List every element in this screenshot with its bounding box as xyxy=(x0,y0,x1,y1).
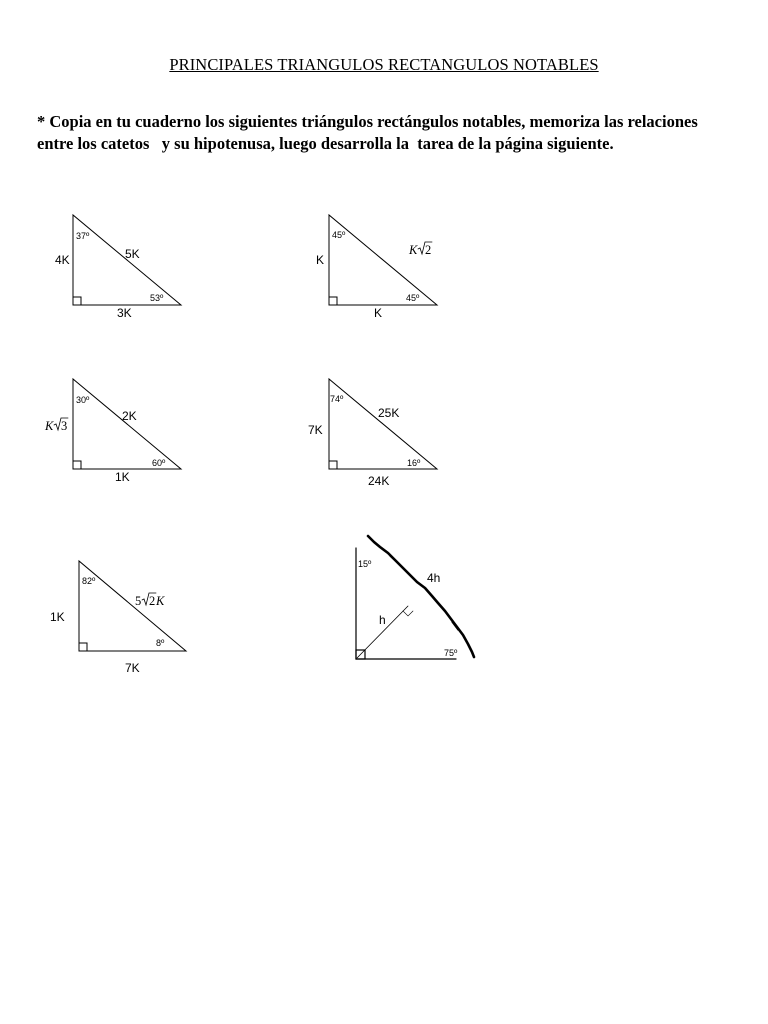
right-angle-icon xyxy=(329,297,337,305)
angle-label-top: 74º xyxy=(330,394,344,404)
angle-label-top: 30º xyxy=(76,395,90,405)
leg-horizontal-label: K xyxy=(374,306,383,320)
angle-label-bottom: 75º xyxy=(444,648,458,658)
leg-horizontal-label: 1K xyxy=(115,470,130,484)
angle-label-bottom: 16º xyxy=(407,458,421,468)
triangle-15-75 xyxy=(356,536,474,659)
hypotenuse-label: 4h xyxy=(427,571,441,585)
svg-text:K: K xyxy=(409,243,418,257)
hypotenuse-label xyxy=(135,593,165,608)
leg-vertical-label: 7K xyxy=(308,423,323,437)
angle-label-bottom: 53º xyxy=(150,293,164,303)
angle-label-top: 82º xyxy=(82,576,96,586)
angle-label-bottom: 8º xyxy=(156,638,165,648)
svg-text:2: 2 xyxy=(149,594,156,608)
triangle-37-53 xyxy=(55,215,181,320)
triangle-30-60 xyxy=(44,379,181,484)
right-angle-icon xyxy=(329,461,337,469)
svg-text:2: 2 xyxy=(425,243,432,257)
triangle-82-8 xyxy=(50,561,186,675)
leg-vertical-label: 4K xyxy=(55,253,70,267)
angle-label-top: 37º xyxy=(76,231,90,241)
right-angle-icon xyxy=(73,297,81,305)
svg-text:K: K xyxy=(156,594,165,608)
angle-label-top: 45º xyxy=(332,230,346,240)
instructions-line-2: entre los catetos y su hipotenusa, luego desarrolla la tarea de la página siguiente. xyxy=(37,134,614,153)
triangle-74-16 xyxy=(308,379,437,488)
angle-label-bottom: 60º xyxy=(152,458,166,468)
leg-vertical-label: 1K xyxy=(50,610,65,624)
leg-horizontal-label: 24K xyxy=(368,474,390,488)
hypotenuse-label xyxy=(408,242,432,257)
angle-label-top: 15º xyxy=(358,559,372,569)
leg-vertical-label xyxy=(44,418,68,433)
svg-text:K: K xyxy=(45,419,54,433)
leg-horizontal-label: 3K xyxy=(117,306,132,320)
leg-horizontal-label: 7K xyxy=(125,661,140,675)
triangle-45-45 xyxy=(316,215,437,320)
hypotenuse-label: 5K xyxy=(125,247,140,261)
hypotenuse-label: 25K xyxy=(378,406,400,420)
hypotenuse-label: 2K xyxy=(122,409,137,423)
page-title: PRINCIPALES TRIANGULOS RECTANGULOS NOTABLES xyxy=(169,55,599,74)
leg-vertical-label: K xyxy=(316,253,325,267)
height-label: h xyxy=(379,613,386,627)
svg-text:5: 5 xyxy=(135,594,142,608)
height-right-angle-icon xyxy=(403,611,413,616)
right-angle-icon xyxy=(73,461,81,469)
svg-text:3: 3 xyxy=(61,419,68,433)
instructions-line-1: * Copia en tu cuaderno los siguientes triángulos rectángulos notables, memoriza las relaciones xyxy=(37,112,698,131)
right-angle-icon xyxy=(79,643,87,651)
angle-label-bottom: 45º xyxy=(406,293,420,303)
